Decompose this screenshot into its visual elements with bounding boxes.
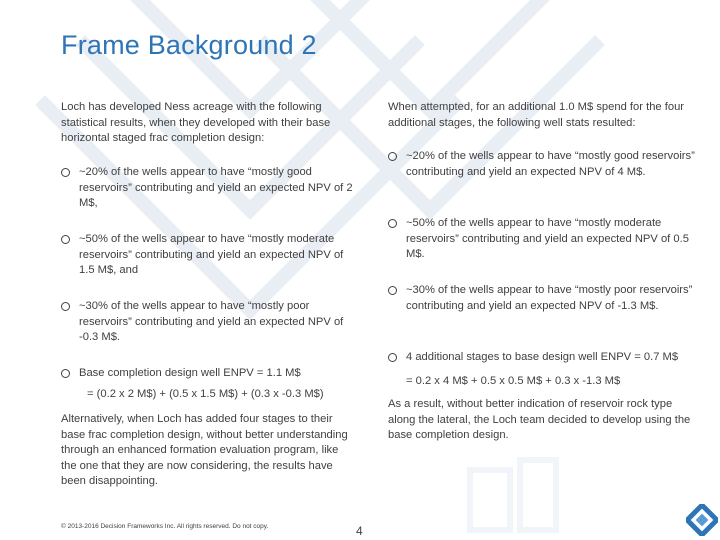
circle-bullet-icon: [388, 353, 397, 362]
right-bullet-enpv: [388, 350, 716, 366]
left-bullet-moderate: [61, 232, 359, 279]
right-enpv-equation: = 0.2 x 4 M$ + 0.5 x 0.5 M$ + 0.3 x -1.3 M$: [406, 375, 621, 387]
circle-bullet-icon: [61, 168, 70, 177]
right-bullet-text: ~30% of the wells appear to have “mostly poor reservoirs” contributing and yield an expected NPV of -1.3 M$.: [406, 284, 693, 312]
right-bullet-poor: [388, 283, 706, 314]
copyright-footer: © 2013-2016 Decision Frameworks Inc. All rights reserved. Do not copy.: [61, 523, 269, 530]
left-bullet-text: Base completion design well ENPV = 1.1 M$: [79, 367, 301, 379]
right-bullet-text: ~50% of the wells appear to have “mostly moderate reservoirs” contributing and yield an expected NPV of 0.5 M$.: [406, 217, 689, 261]
right-bullet-text: ~20% of the wells appear to have “mostly good reservoirs” contributing and yield an expected NPV of 4 M$.: [406, 150, 695, 178]
left-bullet-poor: [61, 299, 359, 346]
company-logo-icon: [686, 504, 718, 536]
circle-bullet-icon: [388, 152, 397, 161]
left-bullet-text: ~50% of the wells appear to have “mostly moderate reservoirs” contributing and yield an expected NPV of 1.5 M$, and: [79, 233, 344, 277]
left-bullet-good: [61, 165, 359, 212]
left-intro-text: Loch has developed Ness acreage with the following statistical results, when they developed with their base horizontal staged frac completion design:: [61, 101, 331, 145]
left-bullet-text: ~30% of the wells appear to have “mostly poor reservoirs” contributing and yield an expected NPV of -0.3 M$.: [79, 300, 344, 344]
left-enpv-equation: = (0.2 x 2 M$) + (0.5 x 1.5 M$) + (0.3 x -0.3 M$): [87, 388, 324, 400]
left-bullet-enpv: [61, 366, 359, 382]
circle-bullet-icon: [388, 286, 397, 295]
right-closing-text: As a result, without better indication of reservoir rock type along the lateral, the Loch team decided to develop using the base completion design.: [388, 398, 691, 442]
page-number: 4: [356, 524, 363, 538]
right-intro-text: When attempted, for an additional 1.0 M$ spend for the four additional stages, the following well stats resulted:: [388, 101, 685, 129]
circle-bullet-icon: [61, 369, 70, 378]
left-closing-text: Alternatively, when Loch has added four stages to their base frac completion design, without better understanding through an enhanced formation evaluation program, like the one that they are now considering, the results have been disappointing.: [61, 413, 348, 488]
right-bullet-good: [388, 149, 706, 180]
right-bullet-moderate: [388, 216, 706, 263]
left-bullet-text: ~20% of the wells appear to have “mostly good reservoirs” contributing and yield an expected NPV of 2 M$,: [79, 166, 353, 210]
circle-bullet-icon: [61, 302, 70, 311]
right-bullet-text: 4 additional stages to base design well ENPV = 0.7 M$: [406, 351, 679, 363]
circle-bullet-icon: [388, 219, 397, 228]
circle-bullet-icon: [61, 235, 70, 244]
page-title: Frame Background 2: [61, 30, 317, 60]
